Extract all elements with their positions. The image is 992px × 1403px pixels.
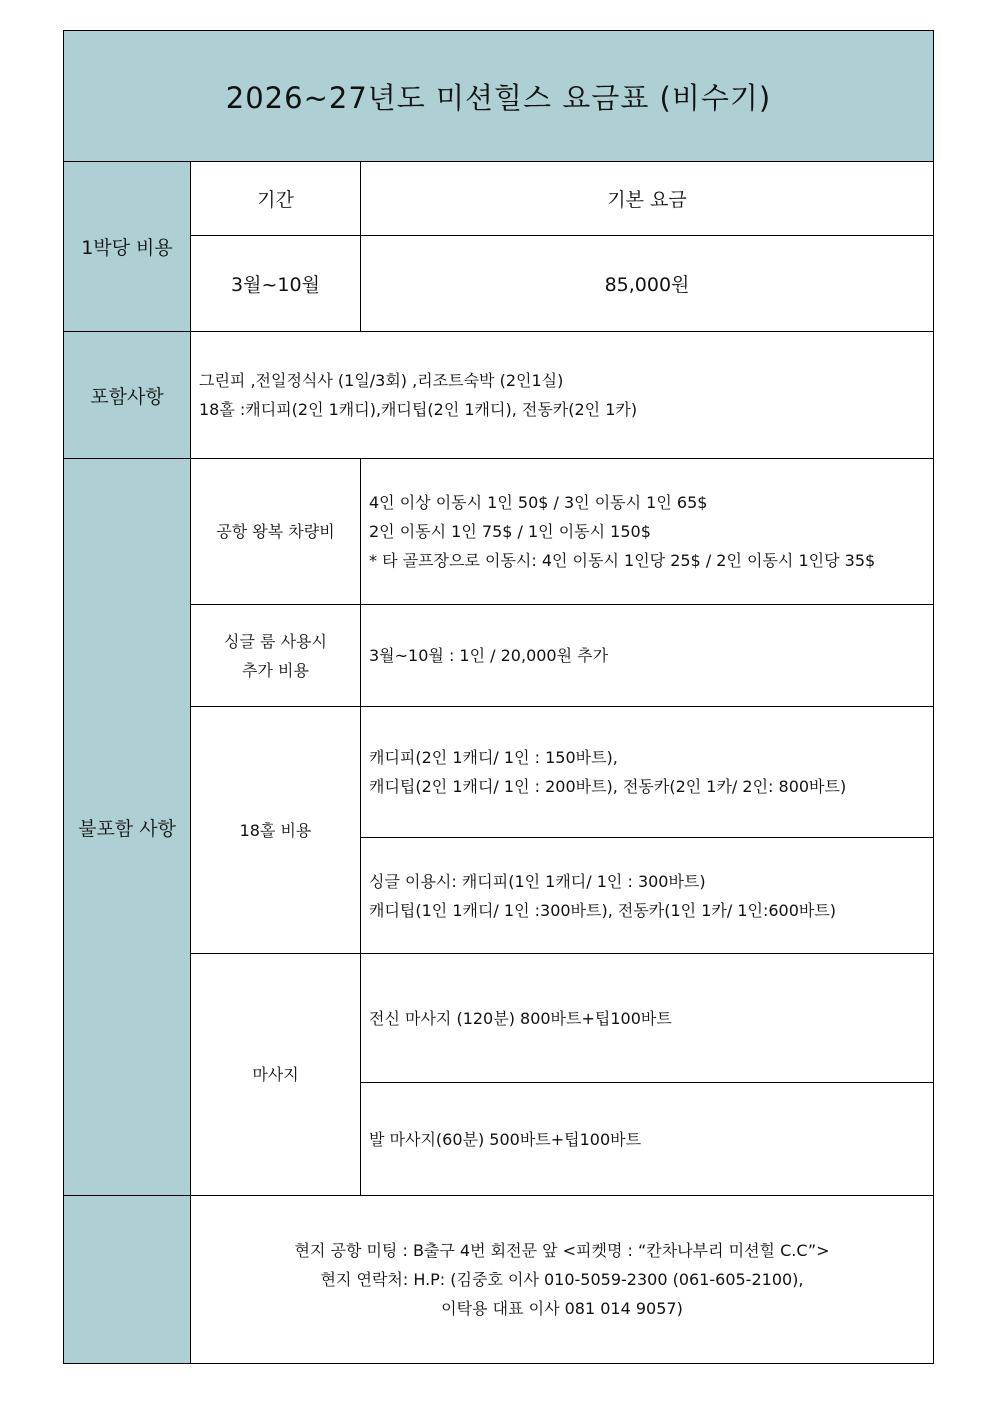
- hole18-label: 18홀 비용: [239, 820, 312, 840]
- single-room-label-line: 싱글 룸 사용시: [224, 631, 327, 651]
- included-line: 18홀 :캐디피(2인 1캐디),캐디팁(2인 1캐디), 전동카(2인 1카): [199, 400, 638, 419]
- period-value: 3월~10월: [231, 274, 320, 296]
- hole18-row2-lines: [369, 867, 836, 925]
- hole18-line: 캐디피(2인 1캐디/ 1인 : 150바트),: [369, 748, 618, 767]
- title-cell: [64, 31, 933, 162]
- massage-label: 마사지: [252, 1065, 299, 1084]
- hole18-label-cell: [191, 707, 361, 954]
- massage-row1-cell: [361, 954, 933, 1083]
- single-room-label-line: 추가 비용: [242, 660, 309, 680]
- page-title: 2026~27년도 미션힐스 요금표 (비수기): [225, 80, 772, 115]
- massage-row2-cell: [361, 1083, 933, 1196]
- hole18-row1-lines: [369, 743, 846, 801]
- period-cell: [191, 236, 361, 332]
- massage-row2: 발 마사지(60분) 500바트+팁100바트: [369, 1129, 642, 1149]
- single-room-label: [224, 627, 327, 685]
- single-room-content-cell: [361, 605, 933, 707]
- hole18-row2-cell: [361, 838, 933, 954]
- airport-line: 4인 이상 이동시 1인 50$ / 3인 이동시 1인 65$: [369, 493, 708, 512]
- airport-content-cell: [361, 459, 933, 605]
- airport-line: 2인 이동시 1인 75$ / 1인 이동시 150$: [369, 522, 651, 541]
- excluded-label-cell: [64, 459, 191, 1196]
- single-room-label-cell: [191, 605, 361, 707]
- airport-label: 공항 왕복 차량비: [216, 522, 335, 541]
- per-night-label: 1박당 비용: [81, 237, 173, 259]
- footer-label-cell: [64, 1196, 191, 1363]
- rate-header-cell: [361, 162, 933, 236]
- period-header: 기간: [257, 189, 294, 211]
- airport-label-cell: [191, 459, 361, 605]
- massage-row1: 전신 마사지 (120분) 800바트+팁100바트: [369, 1009, 672, 1028]
- included-label: 포함사항: [90, 385, 164, 408]
- rate-cell: [361, 236, 933, 332]
- footer-contact-line: 현지 연락처: H.P: (김중호 이사 010-5059-2300 (061-605-2100),: [320, 1270, 804, 1289]
- footer-content-cell: [191, 1196, 933, 1363]
- hole18-row1-cell: [361, 707, 933, 838]
- footer-contact-line: 이탁용 대표 이사 081 014 9057): [441, 1299, 683, 1318]
- airport-lines: [369, 488, 875, 575]
- included-label-cell: [64, 332, 191, 459]
- rate-value: 85,000원: [604, 274, 690, 296]
- rate-table: [63, 30, 934, 1364]
- period-header-cell: [191, 162, 361, 236]
- footer-meeting-line: 현지 공항 미팅 : B출구 4번 회전문 앞 <피켓명 : “칸차나부리 미션힐 C.C”>: [294, 1241, 830, 1260]
- included-line: 그린피 ,전일정식사 (1일/3회) ,리조트숙박 (2인1실): [199, 371, 564, 390]
- included-lines: [199, 366, 637, 424]
- rate-header: 기본 요금: [607, 189, 687, 211]
- included-content-cell: [191, 332, 933, 459]
- footer-lines: [294, 1236, 829, 1323]
- per-night-label-cell: [64, 162, 191, 332]
- airport-line: * 타 골프장으로 이동시: 4인 이동시 1인당 25$ / 2인 이동시 1인당 35$: [369, 551, 876, 570]
- hole18-line: 캐디팁(2인 1캐디/ 1인 : 200바트), 전동카(2인 1카/ 2인: 800바트): [369, 777, 847, 796]
- excluded-label: 불포함 사항: [78, 817, 176, 840]
- massage-label-cell: [191, 954, 361, 1196]
- single-room-text: 3월~10월 : 1인 / 20,000원 추가: [369, 646, 609, 665]
- hole18-line: 캐디팁(1인 1캐디/ 1인 :300바트), 전동카(1인 1카/ 1인:600바트): [369, 900, 837, 920]
- hole18-line: 싱글 이용시: 캐디피(1인 1캐디/ 1인 : 300바트): [369, 871, 706, 891]
